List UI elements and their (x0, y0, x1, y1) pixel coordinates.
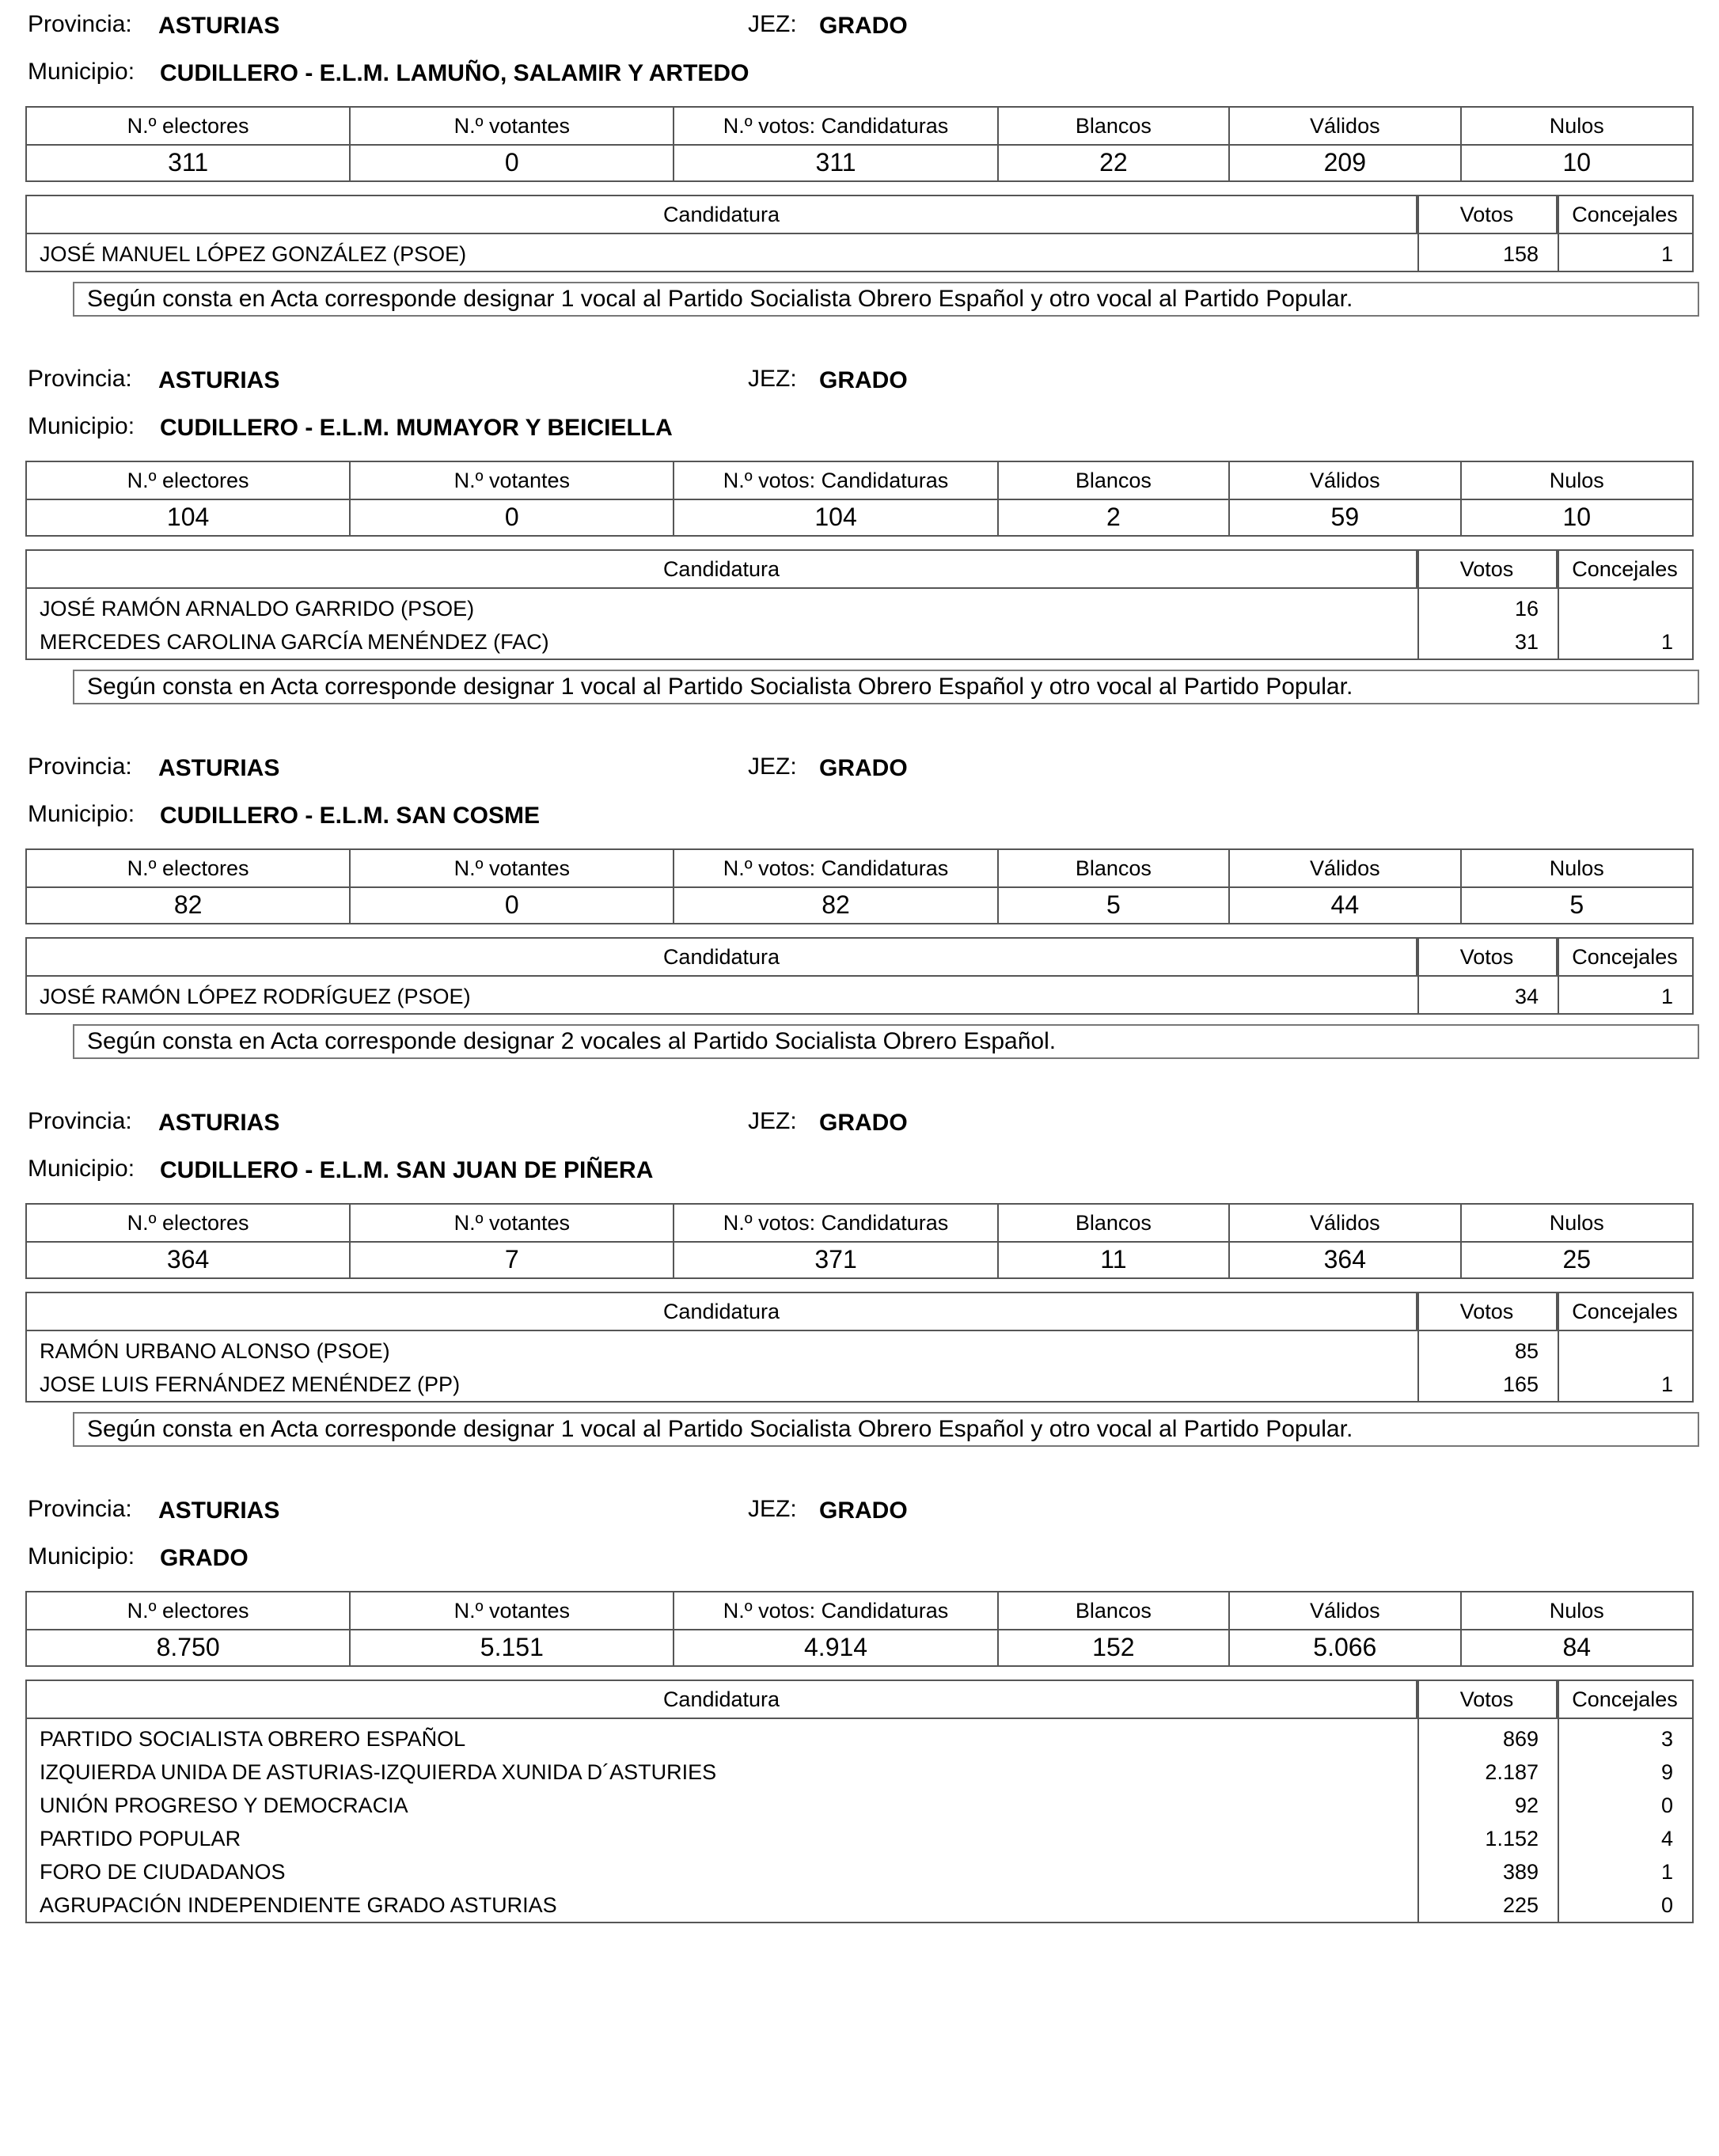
candidate-name: JOSÉ RAMÓN LÓPEZ RODRÍGUEZ (PSOE) (40, 985, 471, 1008)
summary-header-votantes: N.º votantes (351, 1592, 674, 1629)
candidate-name: PARTIDO SOCIALISTA OBRERO ESPAÑOL (40, 1727, 466, 1751)
candidate-concejales: 0 (1660, 1893, 1673, 1917)
jez-value: GRADO (819, 755, 908, 781)
section-header (28, 1108, 1690, 1183)
candidate-votes: 31 (1514, 630, 1539, 654)
provincia-value: ASTURIAS (158, 367, 280, 393)
summary-value-votos_candidaturas: 311 (674, 144, 998, 180)
candidates-header-row (27, 196, 1692, 234)
candidates-table (25, 1292, 1694, 1403)
summary-header-row (27, 1205, 1692, 1243)
provincia-label: Provincia: (28, 1496, 132, 1522)
candidates-table (25, 195, 1694, 272)
provincia-label: Provincia: (28, 11, 132, 37)
candidate-concejales: 0 (1660, 1794, 1673, 1817)
candidate-row (27, 980, 1692, 1013)
summary-header-nulos: Nulos (1549, 856, 1604, 880)
summary-value-electores: 311 (27, 144, 351, 180)
candidate-votes: 165 (1502, 1372, 1539, 1396)
summary-value-electores: 82 (27, 886, 351, 923)
summary-header-votantes: N.º votantes (351, 108, 674, 144)
concejales-header: Concejales (1572, 1687, 1678, 1711)
summary-value-nulos: 10 (1562, 147, 1592, 177)
summary-header-row (27, 462, 1692, 500)
acta-note: Según consta en Acta corresponde designar 2 vocales al Partido Socialista Obrero Español. (73, 1024, 1699, 1059)
candidate-name: RAMÓN URBANO ALONSO (PSOE) (40, 1339, 390, 1363)
summary-value-blancos: 152 (999, 1629, 1230, 1665)
candidate-concejales: 3 (1660, 1727, 1673, 1751)
provincia-label: Provincia: (28, 1108, 132, 1134)
section-header (28, 11, 1690, 86)
candidatura-header: Candidatura (27, 1293, 1417, 1330)
summary-value-validos: 59 (1230, 499, 1461, 535)
candidates-header-row (27, 939, 1692, 977)
jez-value: GRADO (819, 1110, 908, 1136)
summary-value-nulos: 25 (1562, 1244, 1592, 1273)
summary-header-nulos: Nulos (1549, 468, 1604, 492)
summary-value-votantes: 0 (351, 144, 674, 180)
summary-value-votantes: 0 (351, 886, 674, 923)
acta-note: Según consta en Acta corresponde designar 1 vocal al Partido Socialista Obrero Español y otro vocal al Partido Popular. (73, 282, 1699, 317)
summary-header-votantes: N.º votantes (351, 1205, 674, 1241)
provincia-label: Provincia: (28, 366, 132, 392)
summary-value-nulos: 84 (1562, 1632, 1592, 1661)
summary-value-validos: 209 (1230, 144, 1461, 180)
summary-header-nulos: Nulos (1549, 1210, 1604, 1235)
provincia-value: ASTURIAS (158, 755, 280, 781)
summary-header-validos: Válidos (1230, 1592, 1461, 1629)
candidates-header-row (27, 1293, 1692, 1331)
summary-value-blancos: 2 (999, 499, 1230, 535)
candidate-name: UNIÓN PROGRESO Y DEMOCRACIA (40, 1794, 408, 1817)
candidate-votes: 158 (1502, 242, 1539, 266)
summary-header-votantes: N.º votantes (351, 850, 674, 886)
candidate-row (27, 592, 1692, 625)
summary-header-row (27, 850, 1692, 888)
candidate-name: IZQUIERDA UNIDA DE ASTURIAS-IZQUIERDA XUNIDA D´ASTURIES (40, 1760, 717, 1784)
candidate-votes: 869 (1502, 1727, 1539, 1751)
candidate-row (27, 1855, 1692, 1888)
summary-value-electores: 104 (27, 499, 351, 535)
concejales-header: Concejales (1572, 944, 1678, 969)
jez-label: JEZ: (748, 366, 797, 392)
summary-value-votos_candidaturas: 371 (674, 1241, 998, 1277)
candidatura-header: Candidatura (27, 551, 1417, 587)
candidate-votes: 1.152 (1485, 1827, 1539, 1850)
summary-table (25, 1203, 1694, 1279)
municipio-label: Municipio: (28, 1543, 135, 1570)
votos-header: Votos (1417, 196, 1558, 233)
summary-value-votos_candidaturas: 104 (674, 499, 998, 535)
candidate-row (27, 1722, 1692, 1756)
summary-header-votos_candidaturas: N.º votos: Candidaturas (674, 850, 998, 886)
candidate-concejales: 4 (1660, 1827, 1673, 1850)
summary-value-row (27, 1241, 1692, 1277)
summary-header-electores: N.º electores (27, 850, 351, 886)
summary-value-votos_candidaturas: 4.914 (674, 1629, 998, 1665)
summary-value-votos_candidaturas: 82 (674, 886, 998, 923)
jez-label: JEZ: (748, 11, 797, 37)
candidate-votes: 389 (1502, 1860, 1539, 1884)
candidate-name: PARTIDO POPULAR (40, 1827, 241, 1850)
candidates-table (25, 549, 1694, 660)
summary-value-votantes: 0 (351, 499, 674, 535)
summary-header-row (27, 108, 1692, 146)
summary-header-votos_candidaturas: N.º votos: Candidaturas (674, 462, 998, 499)
candidate-concejales: 1 (1660, 1860, 1673, 1884)
candidate-votes: 225 (1502, 1893, 1539, 1917)
municipio-value: CUDILLERO - E.L.M. SAN COSME (160, 803, 540, 829)
candidate-name: JOSE LUIS FERNÁNDEZ MENÉNDEZ (PP) (40, 1372, 461, 1396)
candidatura-header: Candidatura (27, 939, 1417, 975)
concejales-header: Concejales (1572, 202, 1678, 226)
summary-value-nulos: 5 (1569, 890, 1584, 919)
summary-header-votos_candidaturas: N.º votos: Candidaturas (674, 108, 998, 144)
summary-header-electores: N.º electores (27, 1592, 351, 1629)
summary-header-validos: Válidos (1230, 462, 1461, 499)
summary-value-blancos: 5 (999, 886, 1230, 923)
summary-header-row (27, 1592, 1692, 1630)
summary-header-votos_candidaturas: N.º votos: Candidaturas (674, 1592, 998, 1629)
section-header (28, 366, 1690, 441)
summary-value-votantes: 5.151 (351, 1629, 674, 1665)
candidate-row (27, 1789, 1692, 1822)
votos-header: Votos (1417, 551, 1558, 587)
section-header (28, 753, 1690, 829)
municipio-value: CUDILLERO - E.L.M. SAN JUAN DE PIÑERA (160, 1157, 654, 1183)
votos-header: Votos (1417, 939, 1558, 975)
jez-label: JEZ: (748, 1496, 797, 1522)
municipio-value: GRADO (160, 1545, 249, 1571)
municipio-label: Municipio: (28, 1156, 135, 1182)
candidate-row (27, 625, 1692, 659)
summary-value-validos: 364 (1230, 1241, 1461, 1277)
candidate-concejales: 1 (1660, 242, 1673, 266)
section-header (28, 1496, 1690, 1571)
jez-label: JEZ: (748, 1108, 797, 1134)
acta-note: Según consta en Acta corresponde designar 1 vocal al Partido Socialista Obrero Español y otro vocal al Partido Popular. (73, 670, 1699, 704)
candidate-votes: 85 (1514, 1339, 1539, 1363)
candidate-votes: 34 (1514, 985, 1539, 1008)
summary-value-row (27, 1629, 1692, 1665)
summary-value-blancos: 11 (999, 1241, 1230, 1277)
candidate-row (27, 1888, 1692, 1922)
summary-value-electores: 364 (27, 1241, 351, 1277)
municipio-value: CUDILLERO - E.L.M. MUMAYOR Y BEICIELLA (160, 415, 673, 441)
jez-label: JEZ: (748, 753, 797, 780)
candidate-votes: 92 (1514, 1794, 1539, 1817)
candidates-table (25, 937, 1694, 1015)
summary-table (25, 106, 1694, 182)
candidate-concejales: 1 (1660, 630, 1673, 654)
summary-header-votos_candidaturas: N.º votos: Candidaturas (674, 1205, 998, 1241)
candidate-row (27, 1368, 1692, 1401)
summary-table (25, 461, 1694, 537)
summary-header-electores: N.º electores (27, 462, 351, 499)
candidate-name: JOSÉ MANUEL LÓPEZ GONZÁLEZ (PSOE) (40, 242, 467, 266)
summary-value-validos: 5.066 (1230, 1629, 1461, 1665)
acta-note: Según consta en Acta corresponde designar 1 vocal al Partido Socialista Obrero Español y otro vocal al Partido Popular. (73, 1412, 1699, 1447)
summary-value-electores: 8.750 (27, 1629, 351, 1665)
candidate-votes: 2.187 (1485, 1760, 1539, 1784)
candidatura-header: Candidatura (27, 1681, 1417, 1718)
jez-value: GRADO (819, 13, 908, 39)
summary-header-nulos: Nulos (1549, 113, 1604, 138)
candidate-row (27, 1822, 1692, 1855)
municipio-label: Municipio: (28, 413, 135, 439)
summary-value-row (27, 886, 1692, 923)
provincia-value: ASTURIAS (158, 1110, 280, 1136)
summary-value-votantes: 7 (351, 1241, 674, 1277)
candidates-table (25, 1680, 1694, 1923)
concejales-header: Concejales (1572, 556, 1678, 581)
candidate-name: MERCEDES CAROLINA GARCÍA MENÉNDEZ (FAC) (40, 630, 549, 654)
summary-value-row (27, 144, 1692, 180)
votos-header: Votos (1417, 1681, 1558, 1718)
votos-header: Votos (1417, 1293, 1558, 1330)
summary-header-blancos: Blancos (999, 108, 1230, 144)
summary-header-validos: Válidos (1230, 850, 1461, 886)
summary-value-row (27, 499, 1692, 535)
summary-value-nulos: 10 (1562, 502, 1592, 531)
candidate-row (27, 237, 1692, 271)
candidate-concejales: 9 (1660, 1760, 1673, 1784)
candidate-row (27, 1756, 1692, 1789)
municipio-label: Municipio: (28, 59, 135, 85)
summary-header-electores: N.º electores (27, 108, 351, 144)
candidate-row (27, 1334, 1692, 1368)
provincia-label: Provincia: (28, 753, 132, 780)
municipio-label: Municipio: (28, 801, 135, 827)
provincia-value: ASTURIAS (158, 1497, 280, 1524)
summary-header-blancos: Blancos (999, 1205, 1230, 1241)
provincia-value: ASTURIAS (158, 13, 280, 39)
summary-value-blancos: 22 (999, 144, 1230, 180)
candidate-concejales: 1 (1660, 985, 1673, 1008)
summary-header-validos: Válidos (1230, 1205, 1461, 1241)
summary-table (25, 848, 1694, 924)
candidates-header-row (27, 1681, 1692, 1719)
candidates-header-row (27, 551, 1692, 589)
candidate-name: JOSÉ RAMÓN ARNALDO GARRIDO (PSOE) (40, 597, 475, 621)
summary-header-validos: Válidos (1230, 108, 1461, 144)
municipio-value: CUDILLERO - E.L.M. LAMUÑO, SALAMIR Y ARTEDO (160, 60, 749, 86)
jez-value: GRADO (819, 1497, 908, 1524)
jez-value: GRADO (819, 367, 908, 393)
candidatura-header: Candidatura (27, 196, 1417, 233)
candidate-name: FORO DE CIUDADANOS (40, 1860, 286, 1884)
summary-header-votantes: N.º votantes (351, 462, 674, 499)
summary-value-validos: 44 (1230, 886, 1461, 923)
candidate-concejales: 1 (1660, 1372, 1673, 1396)
concejales-header: Concejales (1572, 1299, 1678, 1323)
summary-table (25, 1591, 1694, 1667)
summary-header-blancos: Blancos (999, 462, 1230, 499)
candidate-votes: 16 (1514, 597, 1539, 621)
summary-header-nulos: Nulos (1549, 1598, 1604, 1623)
summary-header-blancos: Blancos (999, 850, 1230, 886)
candidate-name: AGRUPACIÓN INDEPENDIENTE GRADO ASTURIAS (40, 1893, 557, 1917)
summary-header-electores: N.º electores (27, 1205, 351, 1241)
summary-header-blancos: Blancos (999, 1592, 1230, 1629)
